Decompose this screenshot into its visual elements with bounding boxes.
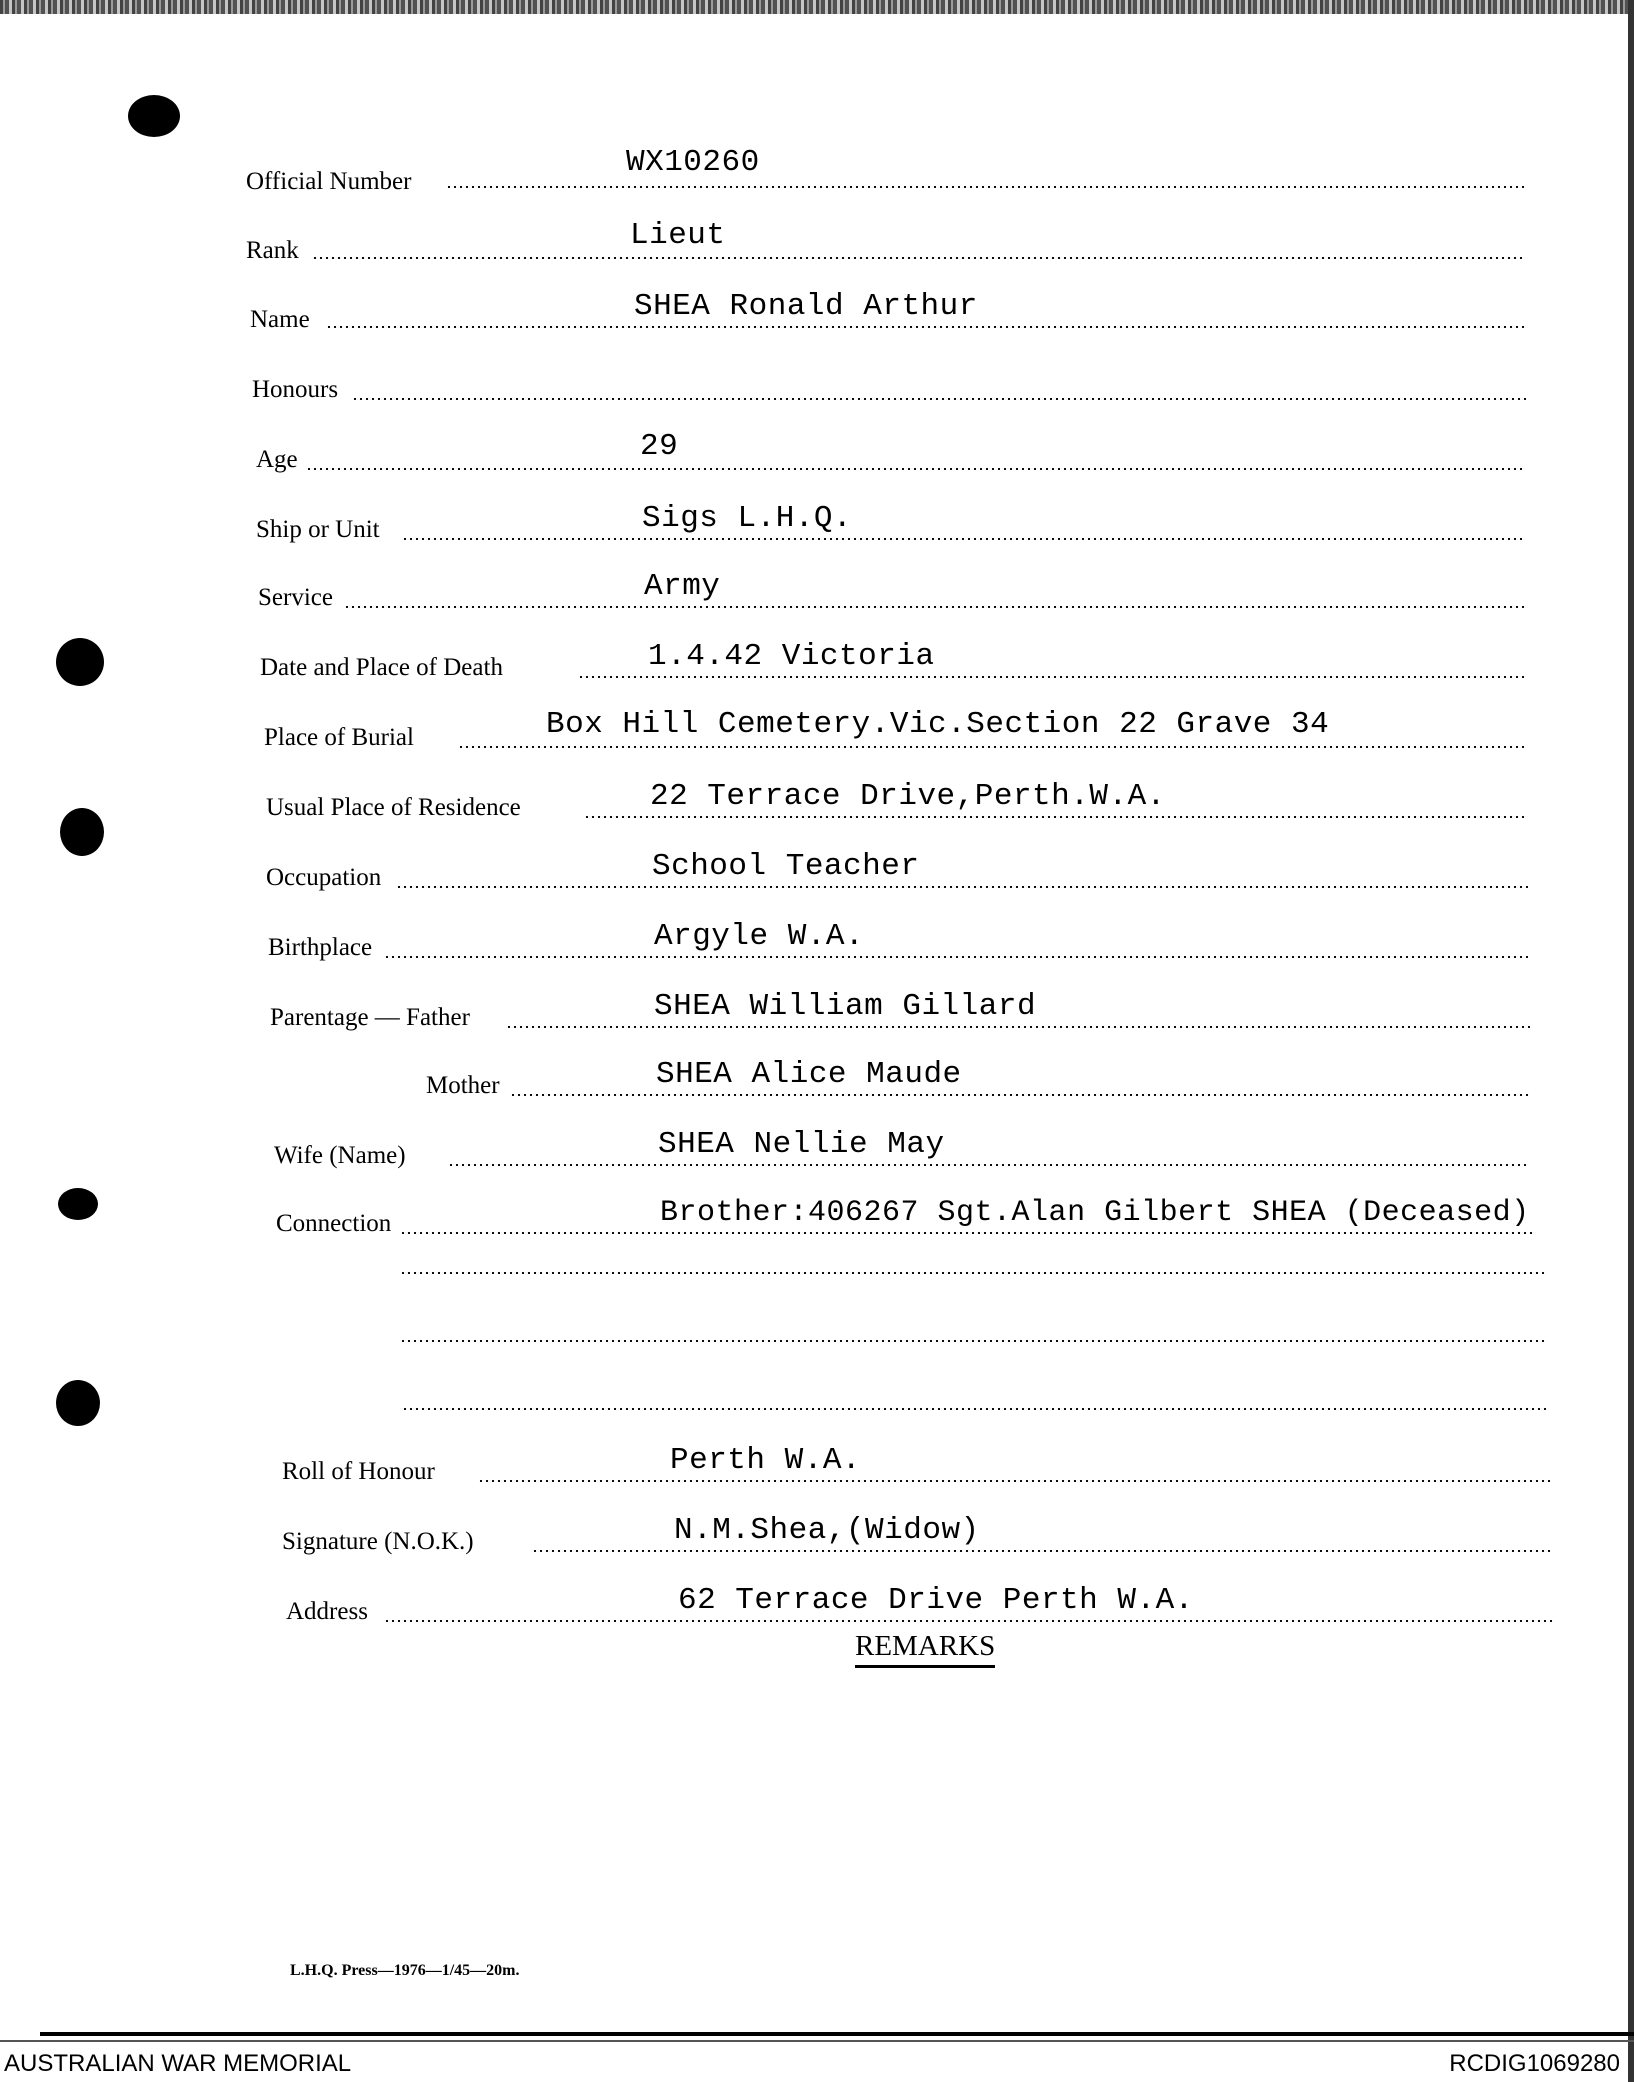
scan-right-edge [1628,0,1634,2082]
age-row [256,424,1526,480]
bottom-rule [40,2032,1634,2036]
dotted-line [510,1094,1530,1096]
signature-label: Signature (N.O.K.) [282,1528,474,1555]
dotted-line [448,1164,1530,1166]
connection-label: Connection [276,1210,392,1237]
address-value: 62 Terrace Drive Perth W.A. [678,1583,1194,1618]
connection-value: Brother:406267 Sgt.Alan Gilbert SHEA (Deceased) [660,1196,1530,1230]
dotted-line [458,746,1528,748]
dotted-line [312,257,1526,259]
dotted-line [478,1480,1552,1482]
dotted-line [402,538,1526,540]
father-row [270,982,1530,1038]
blank-dotted-line [402,1408,1548,1410]
wife-row [274,1120,1530,1176]
punch-hole [56,638,104,686]
roll-honour-row [282,1436,1552,1492]
honours-label: Honours [252,376,339,403]
mother-row [426,1050,1530,1106]
rank-value: Lieut [630,218,726,253]
footer-record-id: RCDIG1069280 [1449,2050,1620,2077]
mother-value: SHEA Alice Maude [656,1057,962,1092]
ship-unit-row [256,494,1526,550]
dotted-line [396,886,1528,888]
father-label: Parentage — Father [270,1004,470,1031]
birthplace-row [268,912,1528,968]
residence-value: 22 Terrace Drive,Perth.W.A. [650,779,1166,814]
residence-label: Usual Place of Residence [266,794,521,821]
dotted-line [584,816,1528,818]
residence-row [266,772,1528,828]
service-label: Service [258,584,333,611]
dotted-line [344,606,1526,608]
death-value: 1.4.42 Victoria [648,639,935,674]
rank-label: Rank [246,237,299,264]
occupation-label: Occupation [266,864,382,891]
mother-label: Mother [426,1072,500,1099]
service-value: Army [644,569,721,604]
dotted-line [532,1550,1554,1552]
name-value: SHEA Ronald Arthur [634,289,978,324]
footer-archive-name: AUSTRALIAN WAR MEMORIAL [4,2050,352,2077]
punch-hole [60,808,104,856]
address-row [286,1576,1556,1632]
address-label: Address [286,1598,368,1625]
official-number-value: WX10260 [626,145,760,180]
burial-row [264,702,1528,758]
wife-value: SHEA Nellie May [658,1127,945,1162]
name-row [250,284,1526,340]
scan-top-edge [0,0,1634,14]
honours-row [252,354,1526,410]
roll-honour-label: Roll of Honour [282,1458,435,1485]
service-row [258,562,1526,618]
father-value: SHEA William Gillard [654,989,1037,1024]
dotted-line [384,956,1528,958]
occupation-value: School Teacher [652,849,920,884]
death-label: Date and Place of Death [260,654,503,681]
ship-unit-label: Ship or Unit [256,516,380,543]
press-mark: L.H.Q. Press—1976—1/45—20m. [290,1962,520,1979]
dotted-line [306,468,1526,470]
wife-label: Wife (Name) [274,1142,406,1169]
signature-value: N.M.Shea,(Widow) [674,1513,980,1548]
official-number-row [246,146,1526,202]
roll-honour-value: Perth W.A. [670,1443,862,1478]
occupation-row [266,842,1528,898]
burial-value: Box Hill Cemetery.Vic.Section 22 Grave 34 [546,707,1330,742]
death-row [260,632,1526,688]
age-label: Age [256,446,298,473]
ship-unit-value: Sigs L.H.Q. [642,501,853,536]
dotted-line [446,186,1526,188]
birthplace-value: Argyle W.A. [654,919,865,954]
official-number-label: Official Number [246,168,412,195]
punch-hole [128,95,180,137]
dotted-line [400,1232,1536,1234]
burial-label: Place of Burial [264,724,414,751]
rank-row [246,215,1526,271]
connection-row [276,1188,1596,1244]
dotted-line [384,1620,1556,1622]
dotted-line [326,326,1526,328]
birthplace-label: Birthplace [268,934,373,961]
dotted-line [352,398,1526,400]
name-label: Name [250,306,310,333]
signature-row [282,1506,1554,1562]
bottom-rule [0,2040,1634,2042]
punch-hole [56,1380,100,1426]
dotted-line [506,1026,1530,1028]
remarks-heading: REMARKS [855,1630,995,1668]
punch-hole [58,1188,98,1220]
blank-dotted-line [400,1272,1548,1274]
blank-dotted-line [400,1340,1548,1342]
dotted-line [578,676,1526,678]
age-value: 29 [640,429,679,464]
